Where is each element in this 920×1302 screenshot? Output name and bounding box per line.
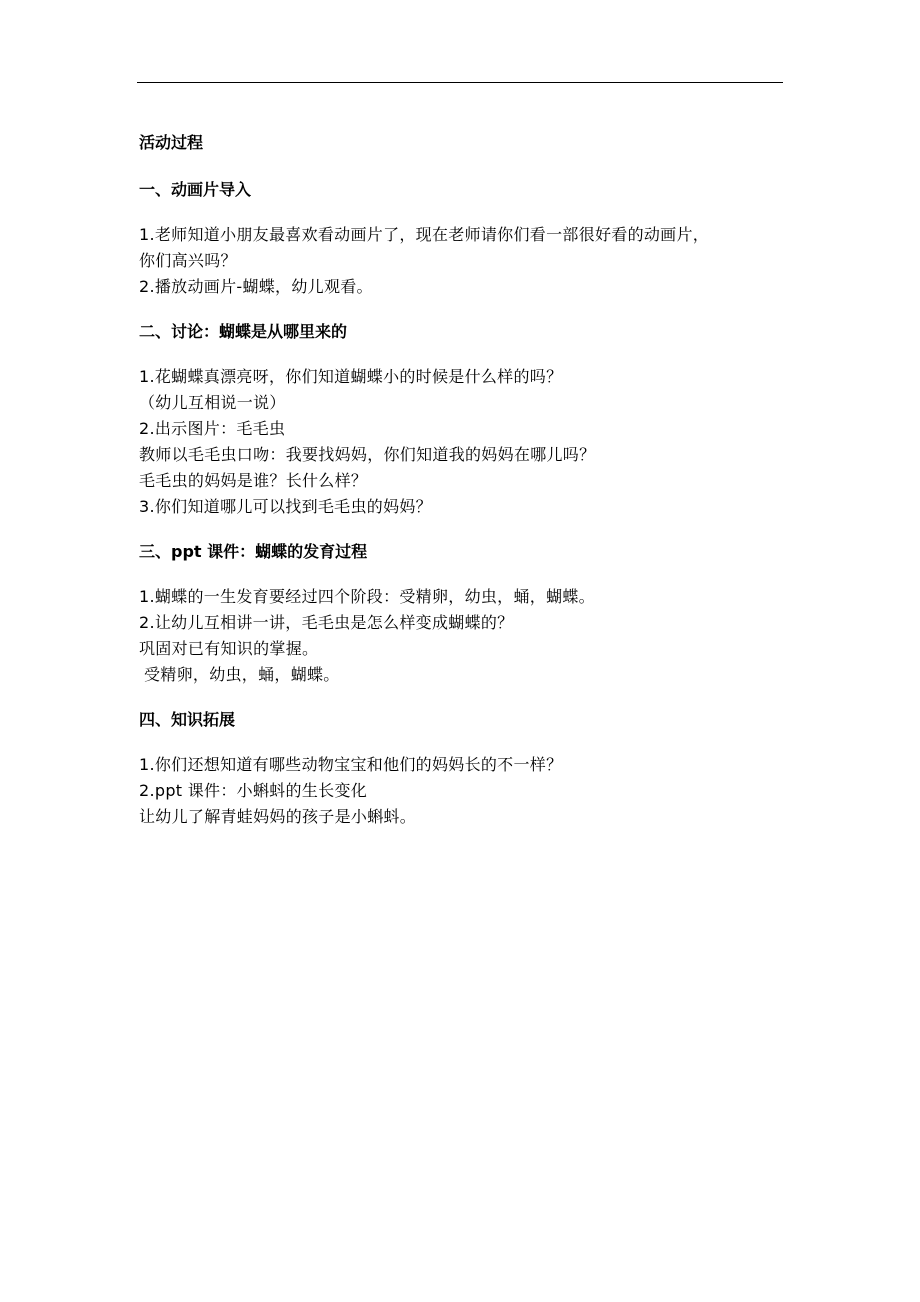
paragraph-line: 你们高兴吗？: [139, 251, 237, 270]
paragraph-line: 让幼儿了解青蛙妈妈的孩子是小蝌蚪。: [139, 807, 417, 826]
section-body-3: [139, 584, 799, 688]
paragraph-line: 1.花蝴蝶真漂亮呀，你们知道蝴蝶小的时候是什么样的吗？: [139, 367, 563, 386]
paragraph-line: 受精卵，幼虫，蛹，蝴蝶。: [144, 665, 340, 684]
document-content: [139, 128, 799, 847]
paragraph-line: 教师以毛毛虫口吻：我要找妈妈，你们知道我的妈妈在哪儿吗？: [139, 445, 596, 464]
section-body-4: [139, 752, 799, 830]
paragraph-line: 巩固对已有知识的掌握。: [139, 639, 319, 658]
paragraph-line: 2.出示图片：毛毛虫: [139, 419, 286, 438]
paragraph-line: 1.你们还想知道有哪些动物宝宝和他们的妈妈长的不一样？: [139, 755, 563, 774]
paragraph-line: 2.让幼儿互相讲一讲，毛毛虫是怎么样变成蝴蝶的？: [139, 613, 514, 632]
paragraph-line: 3.你们知道哪儿可以找到毛毛虫的妈妈？: [139, 497, 432, 516]
paragraph-line: （幼儿互相说一说）: [139, 393, 286, 412]
section-heading-3: 三、ppt 课件：蝴蝶的发育过程: [139, 542, 368, 561]
paragraph-line: 2.播放动画片-蝴蝶，幼儿观看。: [139, 277, 373, 296]
section-body-2: [139, 364, 799, 520]
header-rule: [137, 82, 783, 83]
paragraph-line: 毛毛虫的妈妈是谁？长什么样？: [139, 471, 368, 490]
paragraph-line: 1.蝴蝶的一生发育要经过四个阶段：受精卵，幼虫，蛹，蝴蝶。: [139, 587, 595, 606]
paragraph-line: 1.老师知道小朋友最喜欢看动画片了，现在老师请你们看一部很好看的动画片，: [139, 225, 710, 244]
section-heading-1: 一、动画片导入: [139, 180, 252, 199]
document-title: 活动过程: [139, 133, 204, 152]
section-heading-4: 四、知识拓展: [139, 710, 236, 729]
section-heading-2: 二、讨论：蝴蝶是从哪里来的: [139, 322, 348, 341]
section-body-1: [139, 222, 799, 300]
paragraph-line: 2.ppt 课件：小蝌蚪的生长变化: [139, 781, 368, 800]
